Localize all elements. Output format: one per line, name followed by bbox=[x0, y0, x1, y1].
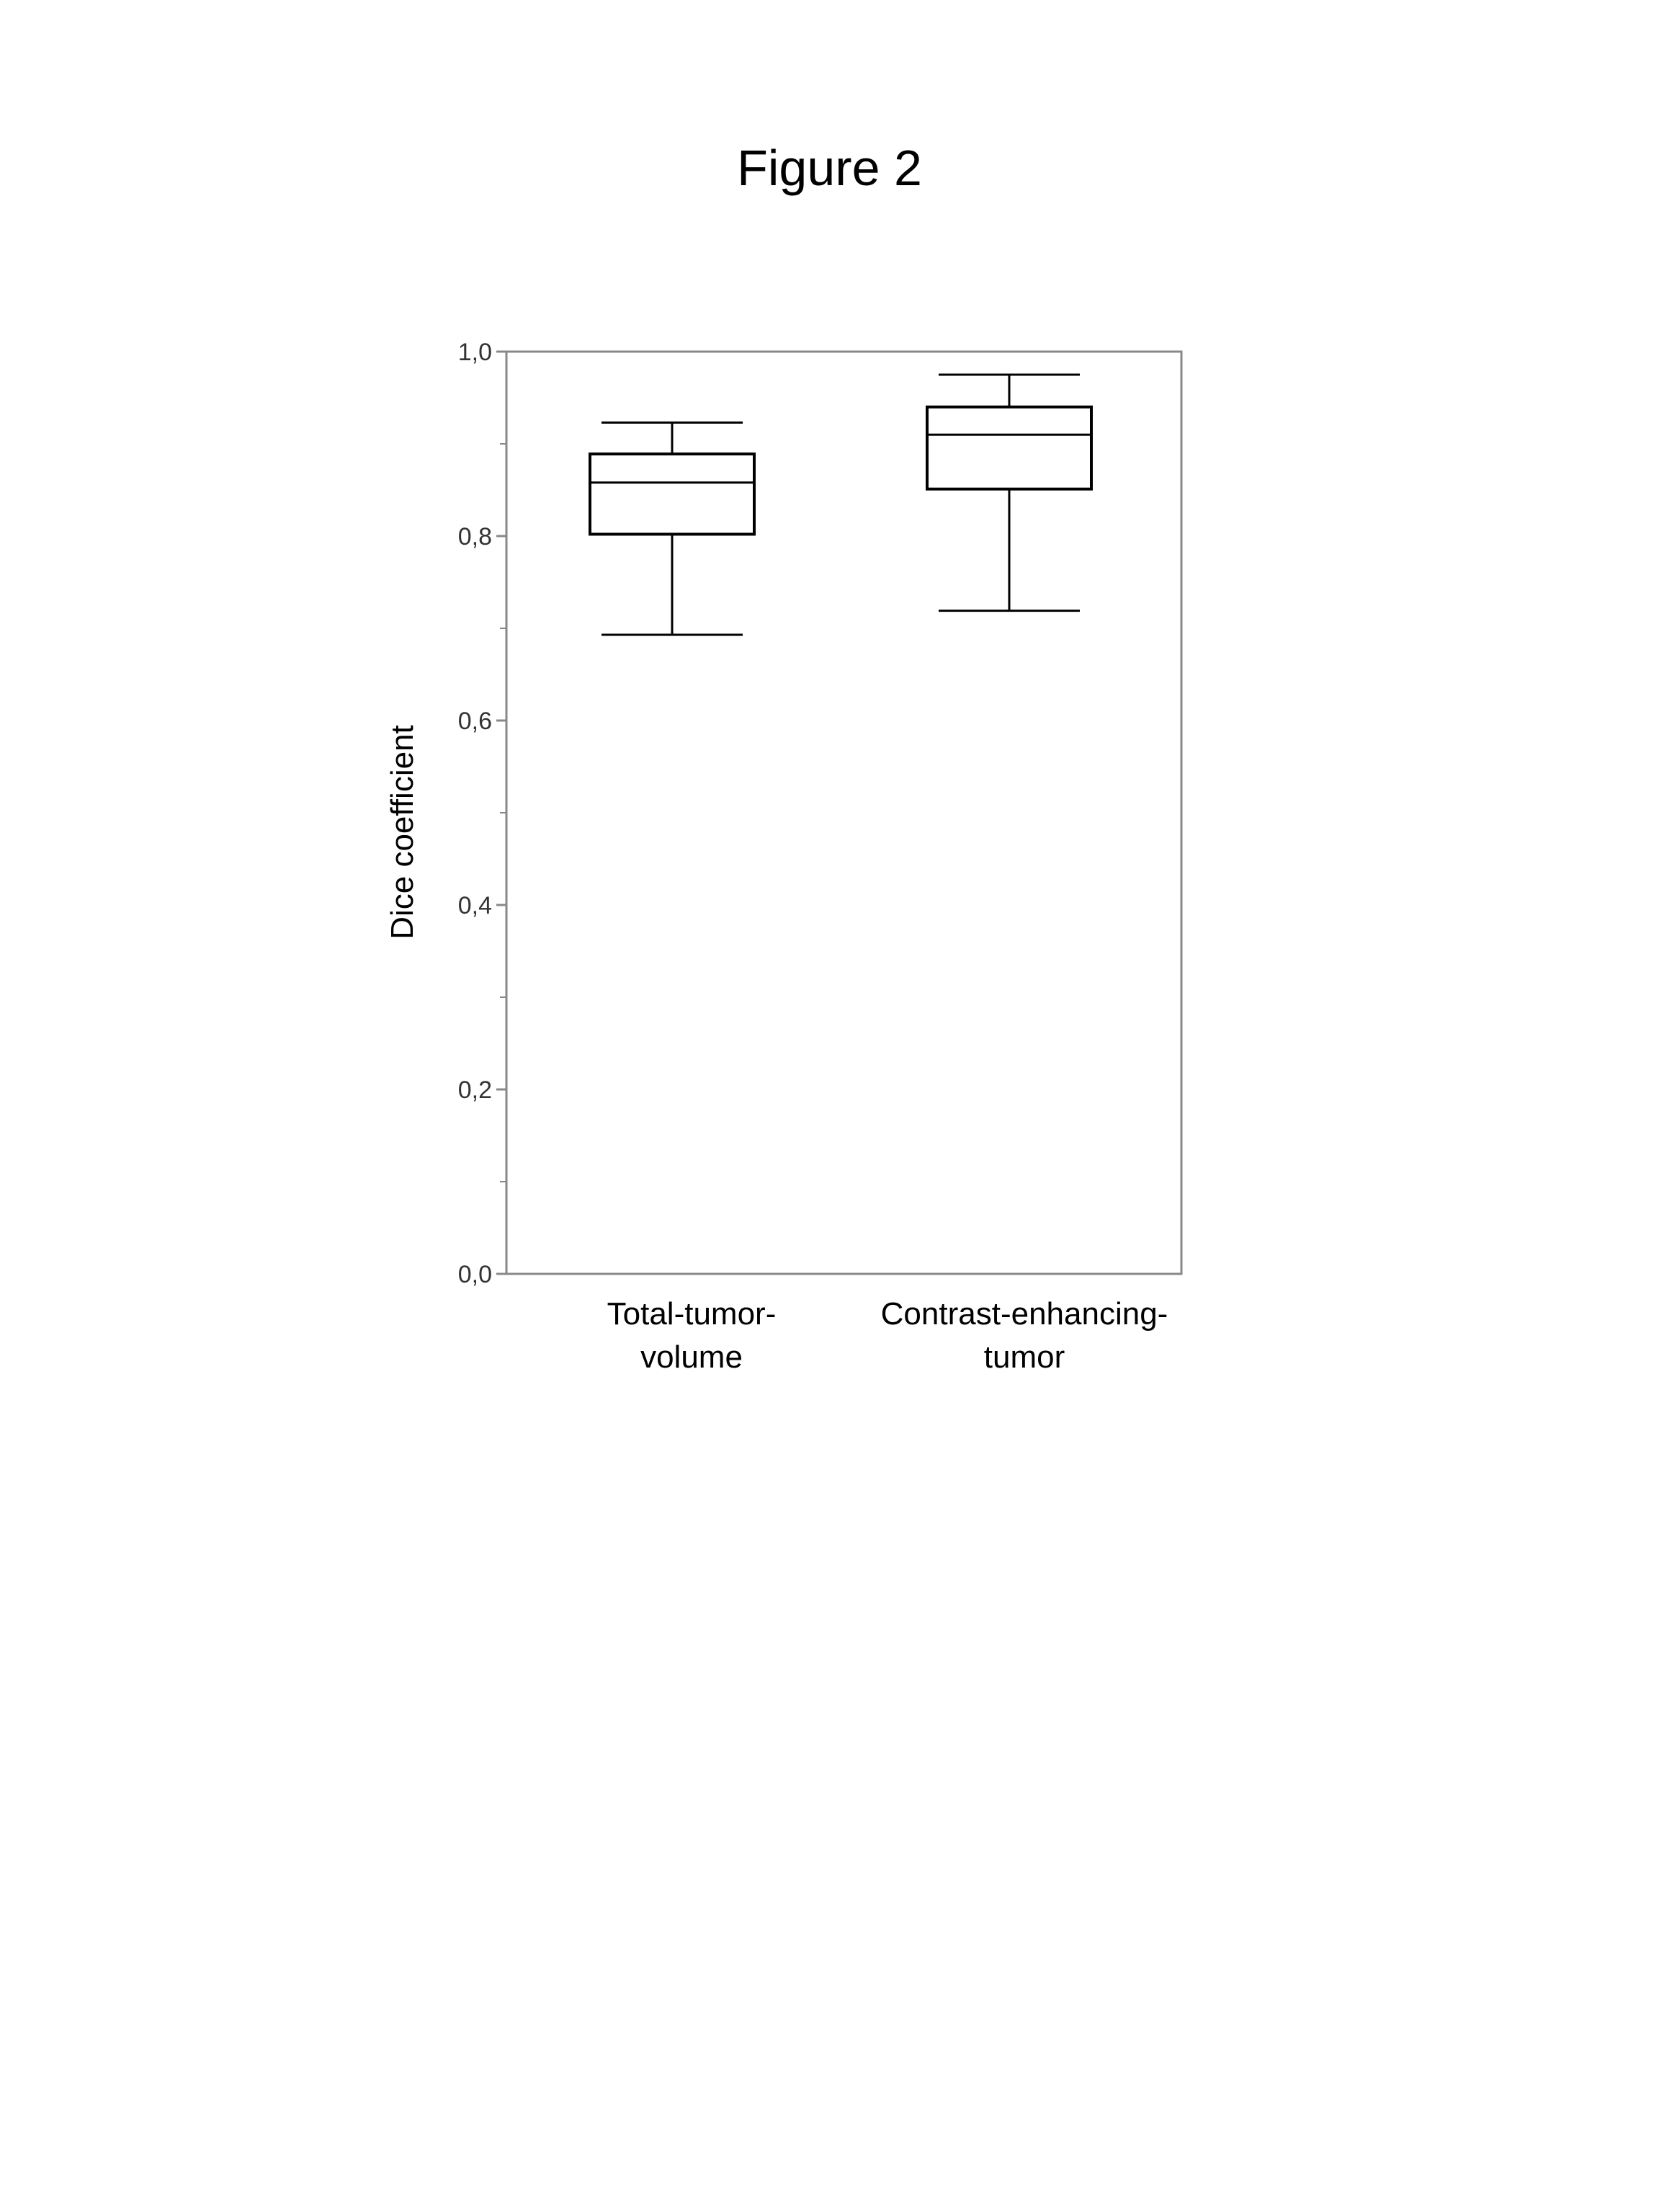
y-tick-label: 0,8 bbox=[457, 523, 492, 550]
y-tick-label: 1,0 bbox=[457, 339, 492, 366]
x-category-label: Contrast-enhancing- bbox=[880, 1296, 1168, 1332]
y-tick-label: 0,2 bbox=[457, 1076, 492, 1104]
y-tick-label: 0,4 bbox=[457, 892, 492, 919]
y-axis bbox=[458, 339, 506, 1288]
box-1 bbox=[590, 423, 754, 635]
iqr-box bbox=[927, 407, 1091, 489]
page-title: Figure 2 bbox=[737, 140, 922, 196]
x-category-label: tumor bbox=[983, 1339, 1065, 1375]
boxes bbox=[590, 375, 1091, 635]
y-tick-label: 0,6 bbox=[457, 708, 492, 735]
y-axis-title: Dice coefficient bbox=[385, 725, 420, 940]
x-axis-labels bbox=[607, 1296, 1168, 1375]
y-tick-label: 0,0 bbox=[457, 1261, 492, 1288]
x-category-label: Total-tumor- bbox=[607, 1296, 777, 1332]
x-category-label: volume bbox=[640, 1339, 743, 1375]
box-2 bbox=[927, 375, 1091, 611]
iqr-box bbox=[590, 454, 754, 534]
